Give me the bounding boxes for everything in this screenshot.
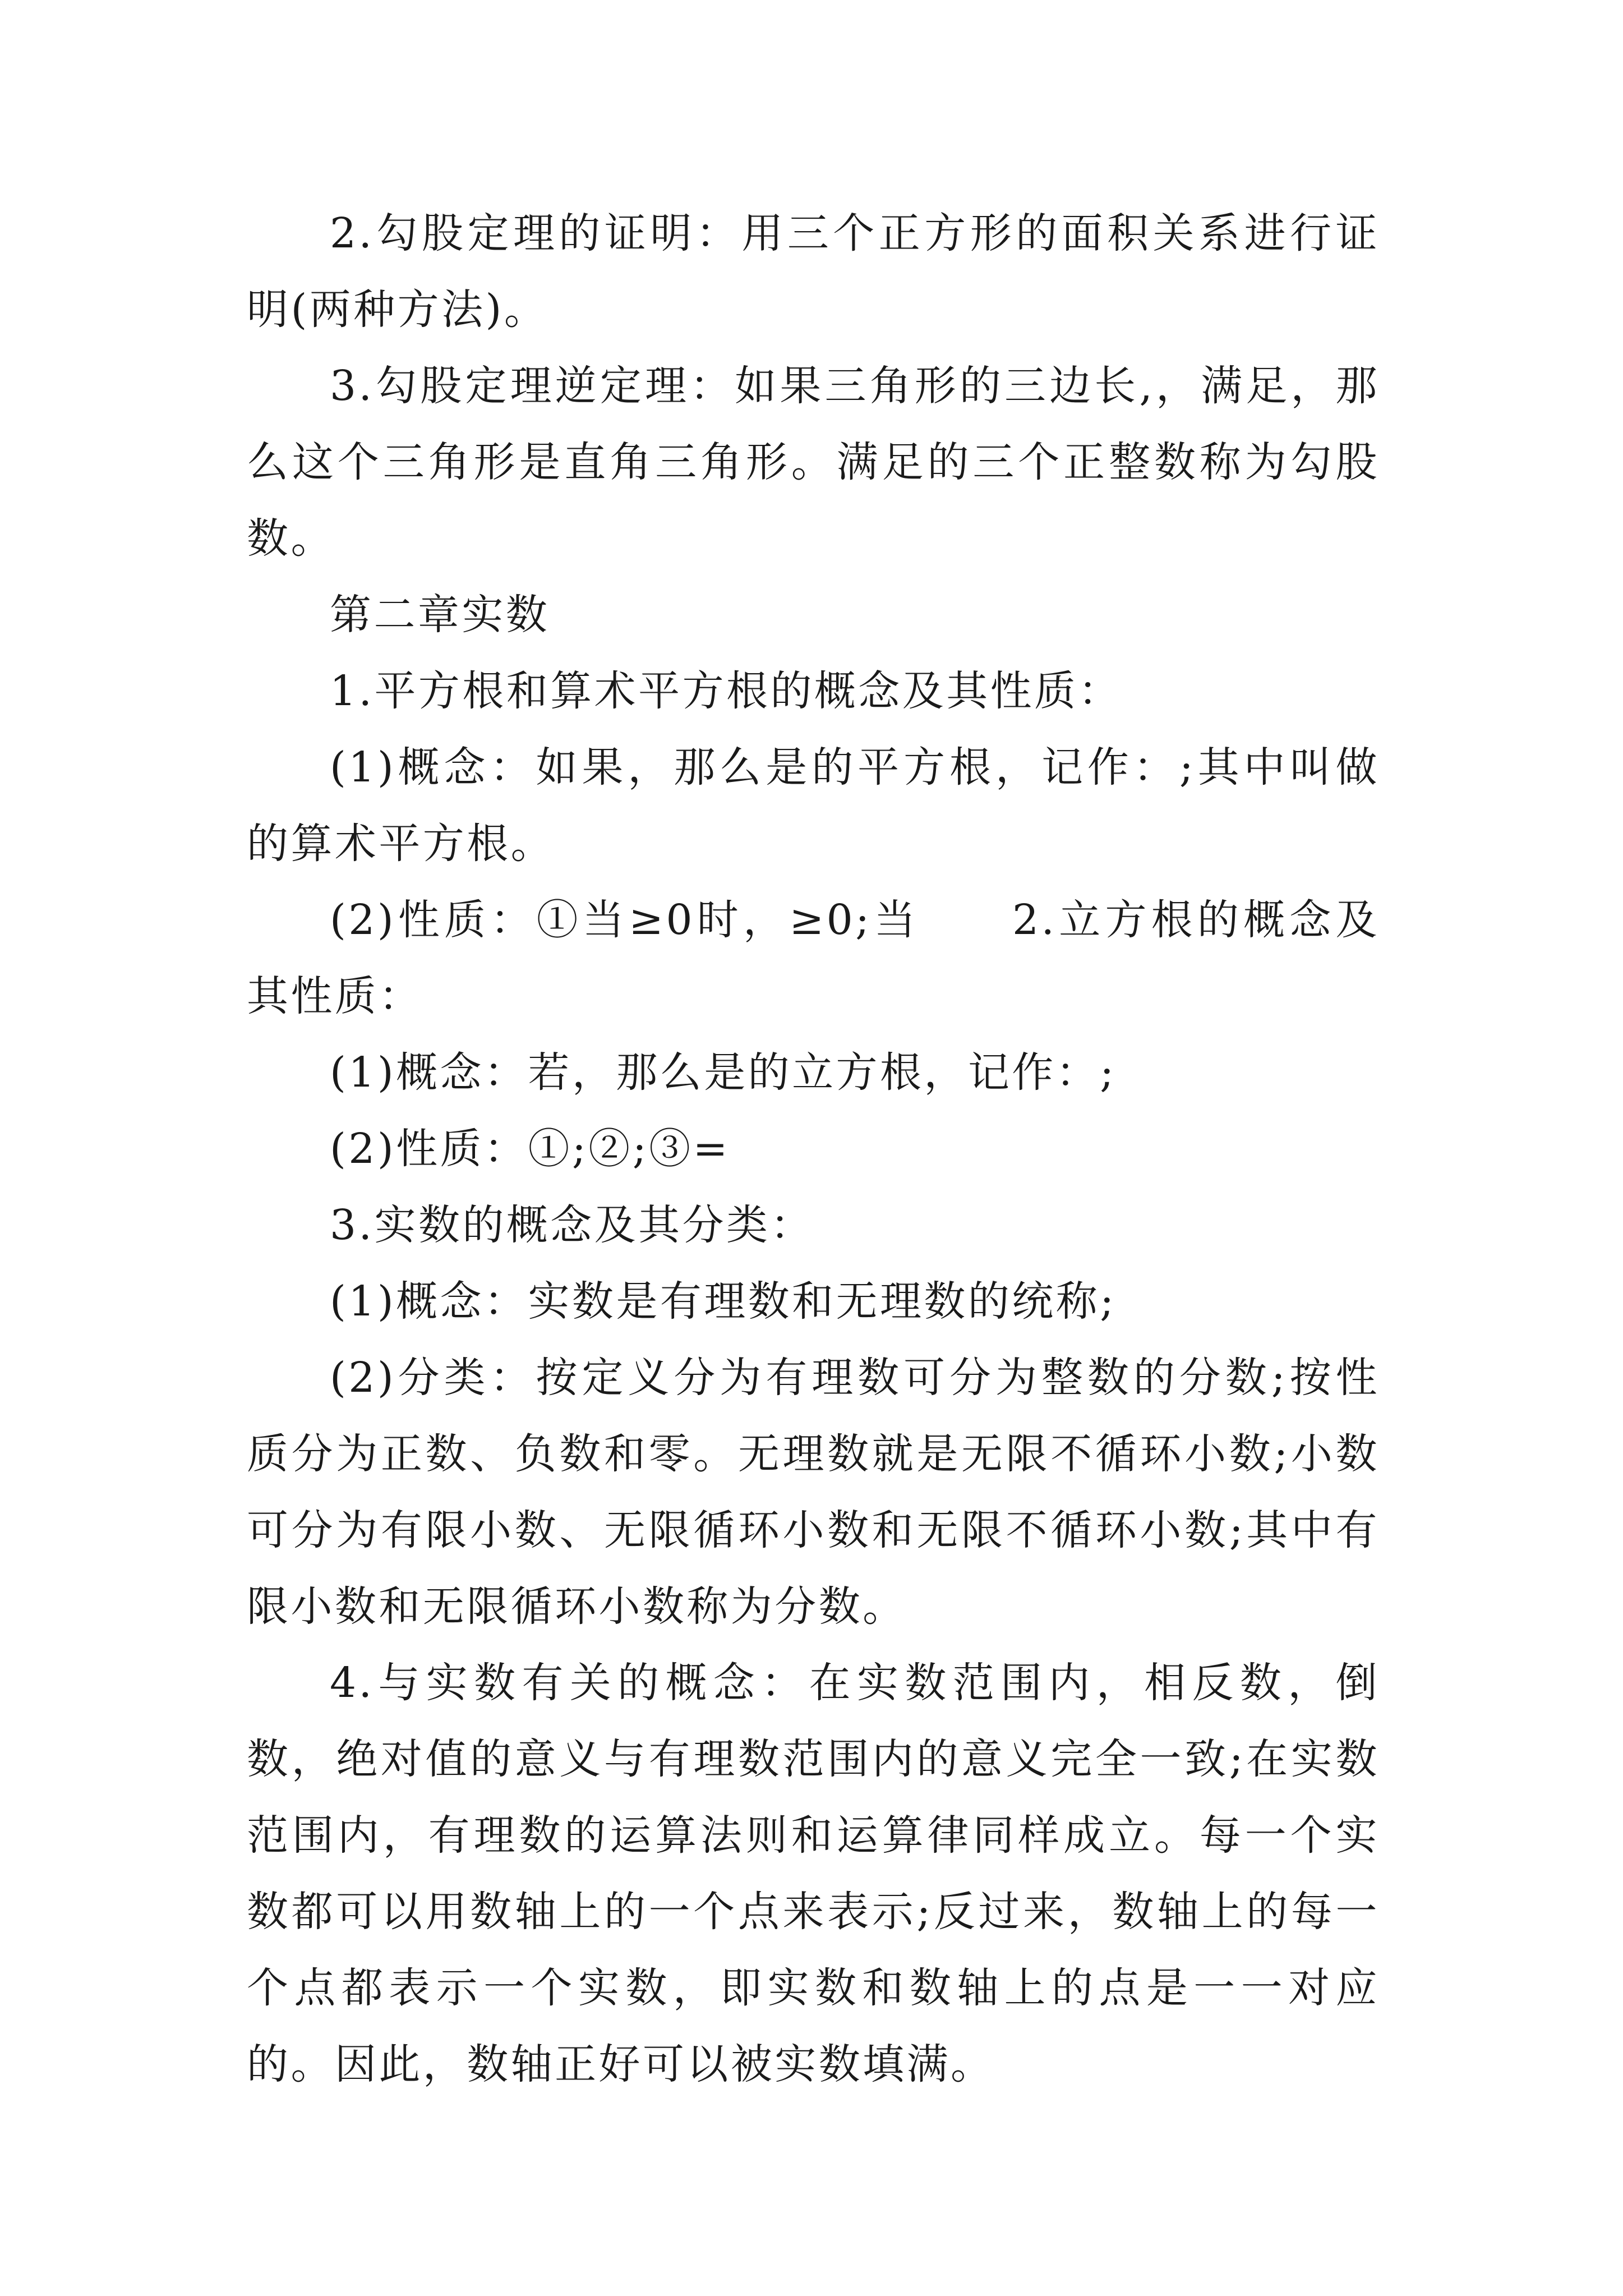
paragraph: 3.实数的概念及其分类： xyxy=(330,1201,814,1249)
paragraph: (1)概念：如果，那么是的平方根，记作：;其中叫做的算术平方根。 xyxy=(247,743,1380,868)
paragraph: (1)概念：实数是有理数和无理数的统称; xyxy=(330,1277,1117,1326)
document-body xyxy=(247,195,1380,2102)
paragraph: (1)概念：若，那么是的立方根，记作：; xyxy=(330,1048,1117,1097)
paragraph: 1.平方根和算术平方根的概念及其性质： xyxy=(330,667,1122,715)
chapter-heading: 第二章实数 xyxy=(330,591,550,639)
paragraph: (2)分类：按定义分为有理数可分为整数的分数;按性质分为正数、负数和零。无理数就是无限不循环小数;小数可分为有限小数、无限循环小数和无限不循环小数;其中有限小数和无限循环小数称为分数。 xyxy=(247,1354,1380,1631)
paragraph: 4.与实数有关的概念：在实数范围内，相反数，倒数，绝对值的意义与有理数范围内的意义完全一致;在实数范围内，有理数的运算法则和运算律同样成立。每一个实数都可以用数轴上的一个点来表示;反过来，数轴上的每一个点都表示一个实数，即实数和数轴上的点是一一对应的。因此，数轴正好可以被实数填满。 xyxy=(247,1659,1380,2088)
paragraph: (2)性质：①当≥0时，≥0;当 2.立方根的概念及其性质： xyxy=(247,896,1380,1020)
paragraph: (2)性质：①;②;③= xyxy=(330,1125,730,1173)
paragraph: 2.勾股定理的证明：用三个正方形的面积关系进行证明(两种方法)。 xyxy=(247,209,1380,334)
paragraph: 3.勾股定理逆定理：如果三角形的三边长,，满足，那么这个三角形是直角三角形。满足的三个正整数称为勾股数。 xyxy=(247,362,1380,563)
